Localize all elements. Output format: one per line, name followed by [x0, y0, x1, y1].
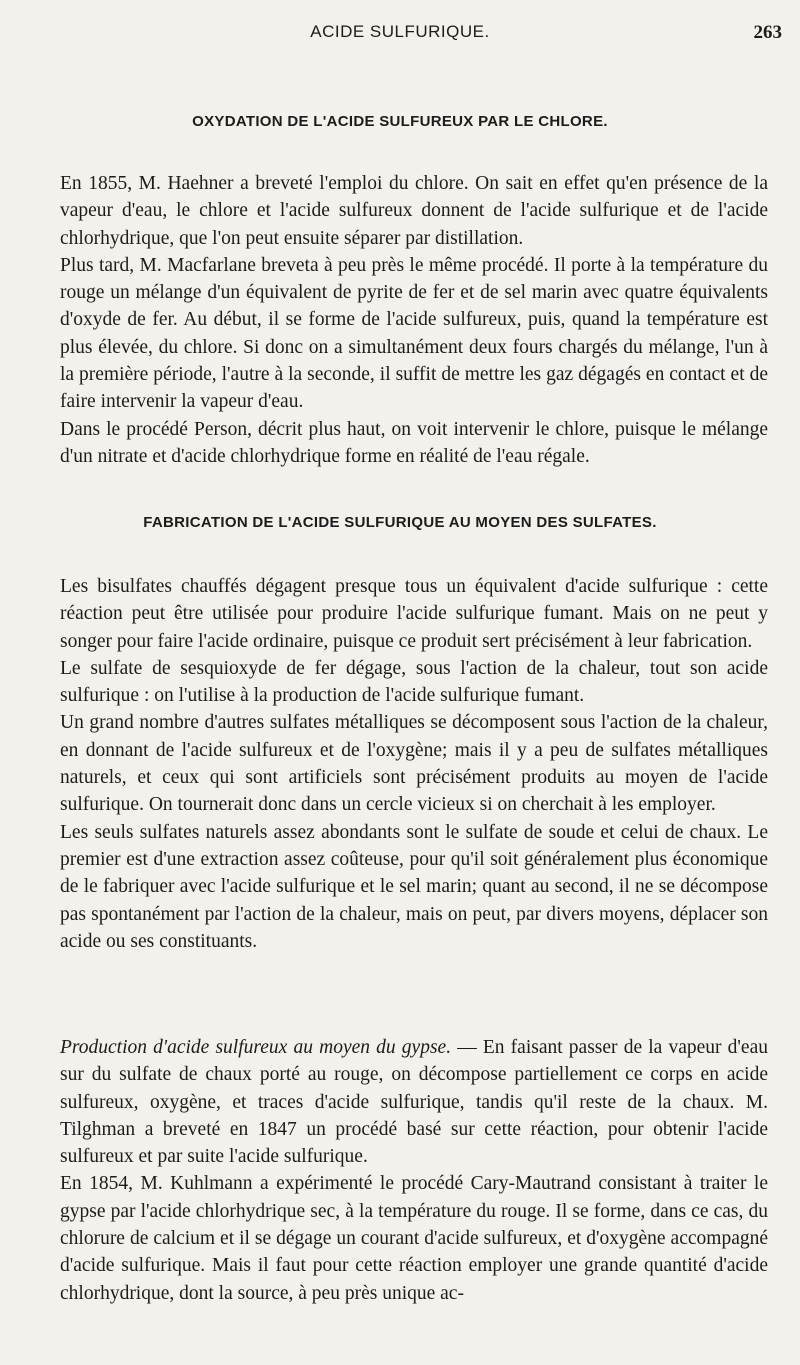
- italic-subheading: Production d'acide sulfureux au moyen du gypse.: [60, 1037, 452, 1058]
- running-title: ACIDE SULFURIQUE.: [310, 22, 490, 41]
- paragraph: Les seuls sulfates naturels assez abondants sont le sulfate de soude et celui de chaux. Le premier est d'une extraction assez coûteuse, pour qu'il soit généralement plus économique de le fabriquer avec l'acide sulfurique et le sel marin; quant au second, il ne se décompose pas spontanément par l'action de la chaleur, mais on peut, par divers moyens, déplacer son acide ou ses constituants.: [60, 821, 768, 952]
- paragraph: En 1855, M. Haehner a breveté l'emploi du chlore. On sait en effet qu'en présence de la vapeur d'eau, le chlore et l'acide sulfureux donnent de l'acide sulfurique et de l'acide chlorhydrique, que l'on peut ensuite séparer par distillation.: [60, 173, 768, 249]
- section-fabrication-body: [60, 573, 768, 955]
- paragraph: Un grand nombre d'autres sulfates métalliques se décomposent sous l'action de la chaleur, en donnant de l'acide sulfureux et de l'oxygène; mais il y a peu de sulfates métalliques naturels, et ceux qui sont artificiels sont précisément produits au moyen de l'acide sulfurique. On tournerait donc dans un cercle vicieux si on cherchait à les employer.: [60, 712, 768, 816]
- section-heading-fabrication: FABRICATION DE L'ACIDE SULFURIQUE AU MOYEN DES SULFATES.: [143, 514, 657, 531]
- paragraph: [60, 1034, 768, 1170]
- section-heading-oxydation: OXYDATION DE L'ACIDE SULFUREUX PAR LE CHLORE.: [192, 113, 608, 130]
- page-number: 263: [753, 22, 782, 43]
- section-gypse-body: [60, 1034, 768, 1307]
- paragraph: Dans le procédé Person, décrit plus haut, on voit intervenir le chlore, puisque le mélange d'un nitrate et d'acide chlorhydrique forme en réalité de l'eau régale.: [60, 418, 768, 467]
- section-oxydation-body: [60, 170, 768, 470]
- paragraph: En 1854, M. Kuhlmann a expérimenté le procédé Cary-Mautrand consistant à traiter le gypse par l'acide chlorhydrique sec, à la température du rouge. Il se forme, dans ce cas, du chlorure de calcium et il se dégage un courant d'acide sulfureux, et d'oxygène accompagné d'acide sulfurique. Mais il faut pour cette réaction employer une grande quantité d'acide chlorhydrique, dont la source, à peu près unique ac-: [60, 1173, 768, 1304]
- paragraph-text: — En faisant passer de la vapeur d'eau sur du sulfate de chaux porté au rouge, on décompose partiellement ce corps en acide sulfureux, oxygène, et traces d'acide sulfurique, tandis qu'il reste de la chaux. M. Tilghman a breveté en 1847 un procédé basé sur cette réaction, pour obtenir l'acide sulfureux et par suite l'acide sulfurique.: [60, 1037, 768, 1168]
- paragraph: Les bisulfates chauffés dégagent presque tous un équivalent d'acide sulfurique : cette réaction peut être utilisée pour produire l'acide sulfurique fumant. Mais on ne peut y songer pour faire l'acide ordinaire, puisque ce produit sert précisément à leur fabrication.: [60, 576, 768, 652]
- running-header: [0, 22, 800, 52]
- paragraph: Le sulfate de sesquioxyde de fer dégage, sous l'action de la chaleur, tout son acide sulfurique : on l'utilise à la production de l'acide sulfurique fumant.: [60, 657, 768, 707]
- paragraph: Plus tard, M. Macfarlane breveta à peu près le même procédé. Il porte à la température du rouge un mélange d'un équivalent de pyrite de fer et de sel marin avec quatre équivalents d'oxyde de fer. Au début, il se forme de l'acide sulfureux, puis, quand la température est plus élevée, du chlore. Si donc on a simultanément deux fours chargés du mélange, l'un à la première période, l'autre à la seconde, il suffit de mettre les gaz dégagés en contact et de faire intervenir la vapeur d'eau.: [60, 254, 768, 413]
